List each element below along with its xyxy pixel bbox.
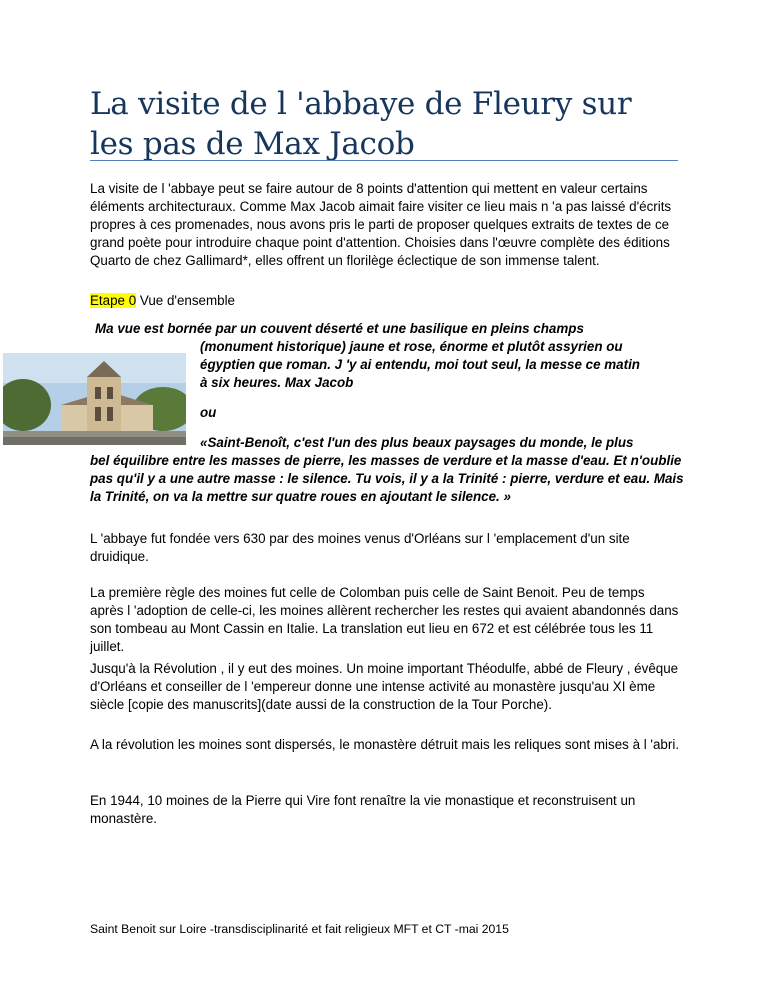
quote1-line4: à six heures. Max Jacob bbox=[200, 375, 354, 390]
paragraph-4: A la révolution les moines sont dispersés, le monastère détruit mais les reliques sont mises à l 'abri. bbox=[90, 737, 680, 752]
step-text: Vue d'ensemble bbox=[136, 293, 236, 308]
page-footer: Saint Benoit sur Loire -transdisciplinarité et fait religieux MFT et CT -mai 2015 bbox=[90, 922, 509, 936]
quote2-line1: «Saint-Benoît, c'est l'un des plus beaux paysages du monde, le plus bbox=[200, 435, 634, 450]
abbey-photo bbox=[3, 353, 186, 445]
quote2-rest: bel équilibre entre les masses de pierre, les masses de verdure et la masse d'eau. Et n'oublie pas qu'il y a une autre masse : le silence. Tu vois, il y a la Trinité : pierre, verdure et eau. Mais la Trinité, on va la mettre sur quatre roues en ajoutant le silence. » bbox=[90, 453, 684, 504]
paragraph-2: La première règle des moines fut celle de Colomban puis celle de Saint Benoit. Peu de temps après l 'adoption de celle-ci, les moines allèrent rechercher les restes qui avaient abandonnés dans son tombeau au Mont Cassin en Italie. La translation eut lieu en 672 et est célébrée tous les 11 juillet. bbox=[90, 585, 679, 654]
quote1-line1: Ma vue est bornée par un couvent déserté et une basilique en pleins champs bbox=[95, 321, 584, 336]
paragraph-3: Jusqu'à la Révolution , il y eut des moines. Un moine important Théodulfe, abbé de Fleury , évêque d'Orléans et conseiller de l 'empereur donne une intense activité au monastère jusqu'au XI ème siècle [copie des manuscrits](date aussi de la construction de la Tour Porche). bbox=[90, 661, 679, 712]
page-title: La visite de l 'abbaye de Fleury sur les pas de Max Jacob bbox=[90, 86, 632, 162]
intro-paragraph: La visite de l 'abbaye peut se faire autour de 8 points d'attention qui mettent en valeur certains éléments architecturaux. Comme Max Jacob aimait faire visiter ce lieu mais n 'a pas laissé d'écrits propres à ces promenades, nous avons pris le parti de proposer quelques extraits de textes de ce grand poète pour introduire chaque point d'attention. Choisies dans l'œuvre complète des éditions Quarto de chez Gallimard*, elles offrent un florilège éclectique de son immense talent. bbox=[90, 181, 672, 268]
ou-text: ou bbox=[200, 405, 217, 420]
paragraph-5: En 1944, 10 moines de la Pierre qui Vire font renaître la vie monastique et reconstruisent un monastère. bbox=[90, 793, 636, 826]
quote1-line2: (monument historique) jaune et rose, énorme et plutôt assyrien ou bbox=[200, 339, 623, 354]
step-line bbox=[90, 292, 680, 310]
title-divider bbox=[90, 160, 678, 161]
step-label: Etape 0 bbox=[90, 293, 137, 308]
paragraph-1: L 'abbaye fut fondée vers 630 par des moines venus d'Orléans sur l 'emplacement d'un site druidique. bbox=[90, 531, 630, 564]
quote1-line3: égyptien que roman. J 'y ai entendu, moi tout seul, la messe ce matin bbox=[200, 357, 640, 372]
